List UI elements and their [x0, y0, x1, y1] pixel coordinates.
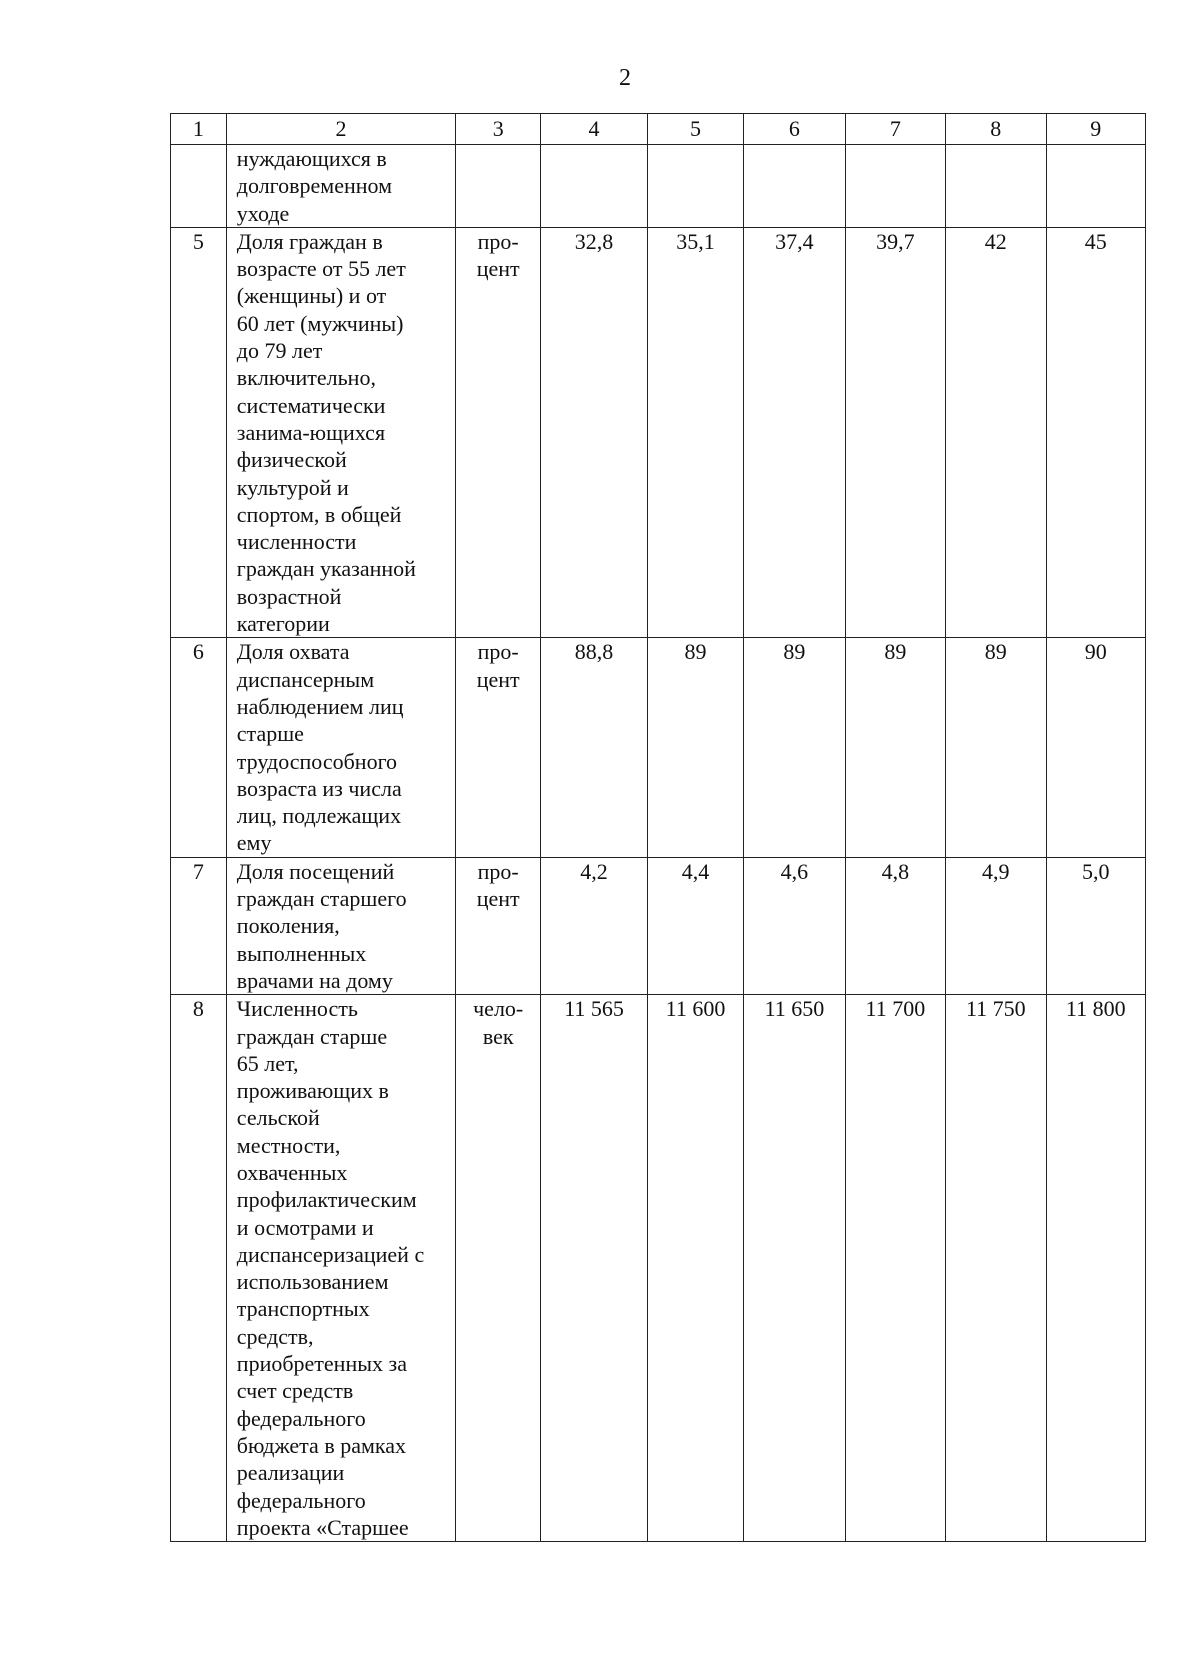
- value-cell: 89: [647, 638, 743, 857]
- value-cell: 4,4: [647, 857, 743, 994]
- indicator-name-line: спортом, в общей: [236, 501, 402, 527]
- indicator-name-line: средств,: [236, 1323, 314, 1349]
- indicator-name-line: Численность: [236, 996, 358, 1022]
- table-header-row: [171, 114, 1146, 145]
- unit-of-measure: [456, 995, 541, 1542]
- unit-line: цент: [476, 886, 520, 912]
- unit-line: цент: [476, 666, 520, 692]
- value-cell: [647, 145, 743, 228]
- value-cell: 37,4: [744, 227, 845, 637]
- indicator-name-line: поколения,: [236, 913, 340, 939]
- unit-line: цент: [476, 256, 520, 282]
- value-cell: 5,0: [1046, 857, 1145, 994]
- indicator-name-line: систематически: [236, 392, 386, 418]
- value-cell: 32,8: [541, 227, 648, 637]
- indicator-name-line: культурой и: [236, 474, 349, 500]
- indicator-name-line: (женщины) и от: [236, 283, 387, 309]
- value-cell: [541, 145, 648, 228]
- indicator-name-line: 65 лет,: [236, 1050, 299, 1076]
- column-header: 3: [456, 114, 541, 145]
- value-cell: 35,1: [647, 227, 743, 637]
- indicator-name-line: граждан старшего: [236, 886, 407, 912]
- indicator-name-line: приобретенных за: [236, 1351, 407, 1377]
- value-cell: 4,6: [744, 857, 845, 994]
- value-cell: [744, 145, 845, 228]
- indicator-name-line: 60 лет (мужчины): [236, 310, 404, 336]
- indicator-name: [226, 995, 455, 1542]
- value-cell: 4,2: [541, 857, 648, 994]
- value-cell: 90: [1046, 638, 1145, 857]
- column-header: 7: [845, 114, 945, 145]
- indicator-name-line: уходе: [236, 200, 290, 226]
- unit-line: про-: [477, 858, 519, 884]
- table-row: [171, 145, 1146, 228]
- indicator-name-line: Доля граждан в: [236, 228, 383, 254]
- indicator-name-line: ему: [236, 830, 272, 856]
- indicator-name-line: физической: [236, 447, 347, 473]
- indicator-name: [226, 145, 455, 228]
- value-cell: 39,7: [845, 227, 945, 637]
- indicator-name-line: возраста из числа: [236, 775, 402, 801]
- indicator-name-line: до 79 лет: [236, 338, 323, 364]
- indicator-name-line: возрасте от 55 лет: [236, 256, 406, 282]
- indicator-name-line: бюджета в рамках: [236, 1432, 407, 1458]
- value-cell: 89: [845, 638, 945, 857]
- column-header: 6: [744, 114, 845, 145]
- value-cell: 11 650: [744, 995, 845, 1542]
- indicator-name-line: охваченных: [236, 1159, 348, 1185]
- row-number: 5: [171, 227, 227, 637]
- table-row: [171, 857, 1146, 994]
- table-row: [171, 227, 1146, 637]
- unit-of-measure: [456, 638, 541, 857]
- indicator-name-line: лиц, подлежащих: [236, 803, 402, 829]
- value-cell: [1046, 145, 1145, 228]
- indicator-name-line: диспансеризацией с: [236, 1241, 425, 1267]
- indicator-name-line: и осмотрами и: [236, 1214, 374, 1240]
- column-header: 4: [541, 114, 648, 145]
- indicator-name-line: старше: [236, 721, 304, 747]
- indicator-name-line: Доля охвата: [236, 639, 350, 665]
- indicator-name-line: выполненных: [236, 940, 367, 966]
- table-row: [171, 995, 1146, 1542]
- column-header: 5: [647, 114, 743, 145]
- indicator-name-line: федерального: [236, 1487, 366, 1513]
- indicator-name: [226, 857, 455, 994]
- indicator-name: [226, 638, 455, 857]
- value-cell: 4,9: [946, 857, 1046, 994]
- table-row: [171, 638, 1146, 857]
- value-cell: 42: [946, 227, 1046, 637]
- unit-line: век: [482, 1023, 514, 1049]
- indicator-name: [226, 227, 455, 637]
- value-cell: [845, 145, 945, 228]
- row-number: 6: [171, 638, 227, 857]
- indicator-name-line: местности,: [236, 1132, 341, 1158]
- value-cell: 89: [744, 638, 845, 857]
- indicator-name-line: врачами на дому: [236, 967, 393, 993]
- unit-line: про-: [477, 228, 519, 254]
- unit-of-measure: [456, 145, 541, 228]
- indicator-name-line: диспансерным: [236, 666, 375, 692]
- indicator-name-line: федерального: [236, 1405, 366, 1431]
- indicator-name-line: граждан старше: [236, 1023, 388, 1049]
- unit-of-measure: [456, 227, 541, 637]
- indicator-name-line: численности: [236, 529, 357, 555]
- indicator-name-line: профилактическим: [236, 1187, 417, 1213]
- value-cell: [946, 145, 1046, 228]
- value-cell: 11 565: [541, 995, 648, 1542]
- row-number: 7: [171, 857, 227, 994]
- value-cell: 88,8: [541, 638, 648, 857]
- indicator-name-line: наблюдением лиц: [236, 693, 404, 719]
- indicator-name-line: Доля посещений: [236, 858, 395, 884]
- value-cell: 11 750: [946, 995, 1046, 1542]
- value-cell: 4,8: [845, 857, 945, 994]
- indicator-name-line: нуждающихся в: [236, 146, 387, 171]
- value-cell: 11 700: [845, 995, 945, 1542]
- indicator-name-line: сельской: [236, 1105, 320, 1131]
- indicator-name-line: использованием: [236, 1269, 389, 1295]
- indicator-name-line: реализации: [236, 1460, 345, 1486]
- row-number: 8: [171, 995, 227, 1542]
- value-cell: 11 600: [647, 995, 743, 1542]
- indicator-name-line: включительно,: [236, 365, 376, 391]
- indicator-name-line: долговременном: [236, 173, 393, 199]
- column-header: 9: [1046, 114, 1145, 145]
- indicator-name-line: счет средств: [236, 1378, 354, 1404]
- column-header: 8: [946, 114, 1046, 145]
- indicators-table: [170, 113, 1146, 1542]
- column-header: 1: [171, 114, 227, 145]
- indicator-name-line: занима-ющихся: [236, 419, 386, 445]
- value-cell: 11 800: [1046, 995, 1145, 1542]
- value-cell: 45: [1046, 227, 1145, 637]
- unit-line: чело-: [473, 996, 524, 1022]
- indicator-name-line: транспортных: [236, 1296, 370, 1322]
- page-number: 2: [619, 65, 631, 91]
- unit-of-measure: [456, 857, 541, 994]
- indicator-name-line: возрастной: [236, 583, 342, 609]
- unit-line: про-: [477, 639, 519, 665]
- indicator-name-line: категории: [236, 611, 330, 637]
- indicator-name-line: граждан указанной: [236, 556, 416, 582]
- indicator-name-line: проекта «Старшее: [236, 1514, 409, 1540]
- value-cell: 89: [946, 638, 1046, 857]
- column-header: 2: [226, 114, 455, 145]
- row-number: [171, 145, 227, 228]
- indicator-name-line: проживающих в: [236, 1078, 389, 1104]
- indicator-name-line: трудоспособного: [236, 748, 398, 774]
